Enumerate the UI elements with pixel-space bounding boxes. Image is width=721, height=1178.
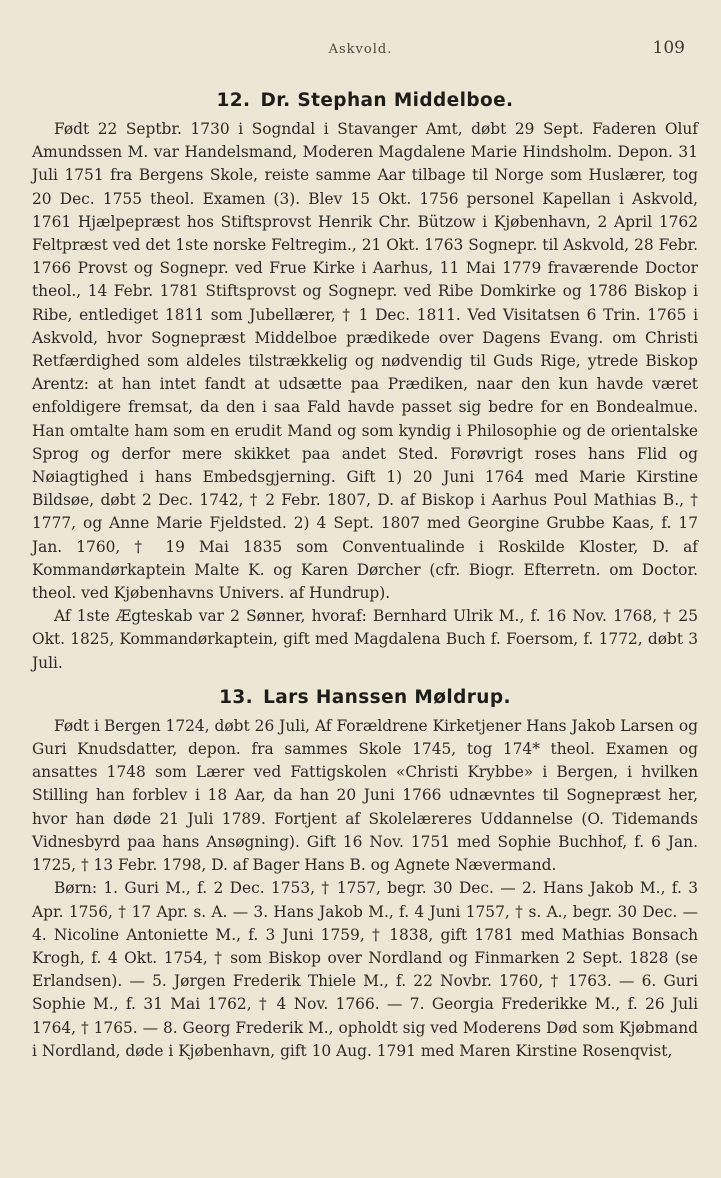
body-text [32,88,698,1063]
running-head [0,38,721,62]
entry-paragraph: Af 1ste Ægteskab var 2 Sønner, hvoraf: Bernhard Ulrik M., f. 16 Nov. 1768, † 25 Okt. 1825, Kommandørkaptein, gift med Magdalena Buch f. Foersom, f. 1772, døbt 3 Juli. [32,607,698,672]
entry-heading [32,88,698,114]
page-number: 109 [652,38,685,58]
entry-name: Lars Hanssen Møldrup. [263,686,511,708]
entry-heading [32,685,698,711]
entry-number: 12. [216,90,251,111]
running-head-title: Askvold. [328,42,393,57]
entry-12 [32,88,698,675]
entry-paragraph: Født 22 Septbr. 1730 i Sogndal i Stavanger Amt, døbt 29 Sept. Faderen Oluf Amundssen M. var Handelsmand, Moderen Magdalene Marie Hindsholm. Depon. 31 Juli 1751 fra Bergens Skole, reiste samme Aar tilbage til Norge som Huslærer, tog 20 Dec. 1755 theol. Examen (3). Blev 15 Okt. 1756 personel Kapellan i Askvold, 1761 Hjælpepræst hos Stiftsprovst Henrik Chr. Bützow i Kjøbenhavn, 2 April 1762 Feltpræst ved det 1ste norske Feltregim., 21 Okt. 1763 Sognepr. til Askvold, 28 Febr. 1766 Provst og Sognepr. ved Frue Kirke i Aarhus, 11 Mai 1779 fraværende Doctor theol., 14 Febr. 1781 Stiftsprovst og Sognepr. ved Ribe Domkirke og 1786 Biskop i Ribe, entlediget 1811 som Jubellærer, † 1 Dec. 1811. Ved Visitatsen 6 Trin. 1765 i Askvold, hvor Sognepræst Middelboe prædikede over Dagens Evang. om Christi Retfærdighed som aldeles tilstrækkelig og nødvendig til Guds Rige, ytrede Biskop Arentz: at han intet fandt at udsætte paa Prædiken, naar den kun havde været enfoldigere fremsat, da den i saa Fald havde passet sig bedre for en Bondealmue. Han omtalte ham som en erudit Mand og som kyndig i Philosophie og de orientalske Sprog og derfor mere skikket paa andet Sted. Forøvrigt roses hans Flid og Nøiagtighed i hans Embedsgjerning. Gift 1) 20 Juni 1764 med Marie Kirstine Bildsøe, døbt 2 Dec. 1742, † 2 Febr. 1807, D. af Biskop i Aarhus Poul Mathias B., † 1777, og Anne Marie Fjeldsted. 2) 4 Sept. 1807 med Georgine Grubbe Kaas, f. 17 Jan. 1760, † 19 Mai 1835 som Conventualinde i Roskilde Kloster, D. af Kommandørkaptein Malte K. og Karen Dørcher (cfr. Biogr. Efterretn. om Doctor. theol. ved Kjøbenhavns Univers. af Hundrup). [32,120,698,603]
entry-13 [32,685,698,1063]
entry-paragraph: Børn: 1. Guri M., f. 2 Dec. 1753, † 1757, begr. 30 Dec. — 2. Hans Jakob M., f. 3 Apr. 1756, † 17 Apr. s. A. — 3. Hans Jakob M., f. 4 Juni 1757, † s. A., begr. 30 Dec. — 4. Nicoline Antoniette M., f. 3 Juni 1759, † 1838, gift 1781 med Mathias Bonsach Krogh, f. 4 Okt. 1754, † som Biskop over Nordland og Finmarken 2 Sept. 1828 (se Erlandsen). — 5. Jørgen Frederik Thiele M., f. 22 Novbr. 1760, † 1763. — 6. Guri Sophie M., f. 31 Mai 1762, † 4 Nov. 1766. — 7. Georgia Frederikke M., f. 26 Juli 1764, † 1765. — 8. Georg Frederik M., opholdt sig ved Moderens Død som Kjøbmand i Nordland, døde i Kjøbenhavn, gift 10 Aug. 1791 med Maren Kirstine Rosenqvist, [32,879,698,1060]
entry-name: Dr. Stephan Middelboe. [260,90,514,111]
entry-number: 13. [219,686,254,708]
entry-paragraph: Født i Bergen 1724, døbt 26 Juli, Af Forældrene Kirketjener Hans Jakob Larsen og Guri Knudsdatter, depon. fra sammes Skole 1745, tog 174* theol. Examen og ansattes 1748 som Lærer ved Fattigskolen «Christi Krybbe» i Bergen, i hvilken Stilling han forblev i 18 Aar, da han 20 Juni 1766 udnævntes til Sognepræst her, hvor han døde 21 Juli 1789. Fortjent af Skolelæreres Uddannelse (O. Tidemands Vidnesbyrd paa hans Ansøgning). Gift 16 Nov. 1751 med Sophie Buchhof, f. 6 Jan. 1725, † 13 Febr. 1798, D. af Bager Hans B. og Agnete Nævermand. [32,716,698,875]
